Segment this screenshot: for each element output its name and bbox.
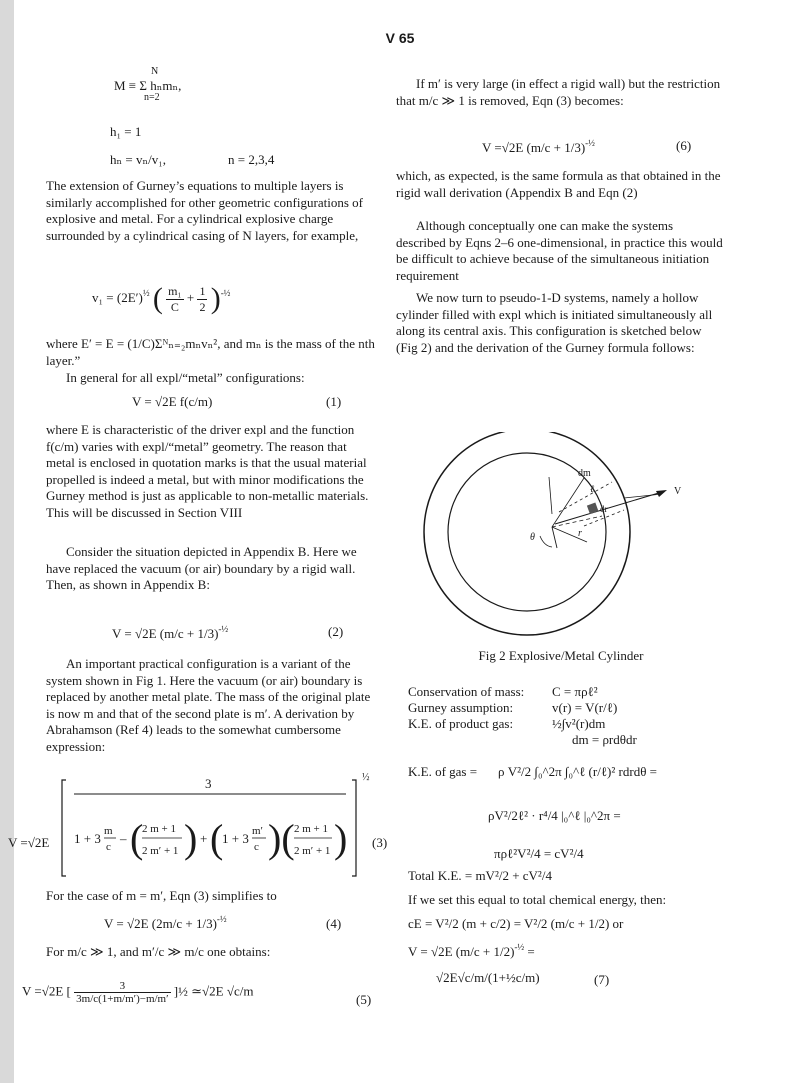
ke-eq: ½∫v²(r)dm [552,716,606,731]
eq-v1: $v_1 = (2E')^{\frac{1}{2}}$ ( $\frac{\text{m₁}}{C}$ + $\frac{1}{2}$ )$^{-\frac{1}{2}}$ [92,282,231,315]
dm-eq: dm = ρrdθdr [572,732,637,747]
eq-7a: V = √2E $(m/c + 1/2)^{-\frac{1}{2}}$ = [408,942,535,959]
fig-label-theta: θ [530,532,535,543]
eq-3-lhs: V =√2E [8,835,50,850]
svg-text:(: ( [210,816,224,861]
eq-3-number: (3) [372,835,388,850]
left-para-3: In general for all expl/“metal” configurations: [66,370,305,385]
left-para-1: The extension of Gurney’s equations to multiple layers is similarly accomplished for other geometric configurations of explosive and metal. For a cylindrical explosive charge surrounded by a cylindrical casing of N layers, for example, [46,178,363,243]
svg-text:–: – [120,831,127,846]
fig-label-dm: dm [578,468,591,479]
page-edge [0,0,14,1083]
left-para-5: Consider the situation depicted in Appendix B. Here we have replaced the vacuum (or air) boundary by a rigid wall. Then, as shown in Appendix B: [46,544,357,592]
eq-7b: √2E√c/m/(1+½c/m) [436,970,540,985]
eq-4: V = √2E $(2m/c + 1/3)^{-\frac{1}{2}}$ [104,914,227,931]
ke-gas-eq: ρ V²/2 ∫₀^2π ∫₀^ℓ (r/ℓ)² rdrdθ = [498,764,658,779]
fig-label-r: r [578,528,582,539]
svg-text:): ) [334,816,348,861]
svg-text:1 + 3: 1 + 3 [222,831,249,846]
svg-text:1 + 3: 1 + 3 [74,831,101,846]
svg-text:2 m′ + 1: 2 m′ + 1 [294,845,331,857]
svg-text:2 m + 1: 2 m + 1 [294,823,329,835]
eq-2: V = √2E $(m/c + 1/3)^{-\frac{1}{2}}$ [112,624,229,641]
svg-text:c: c [254,841,259,853]
figure-2-caption: Fig 2 Explosive/Metal Cylinder [478,648,644,663]
eq-h1: h₁ = 1 [110,124,142,139]
cons-mass-eq: C = πρℓ² [552,684,598,699]
right-para-5: If we set this equal to total chemical energy, then: [408,892,667,907]
ce-eq: cE = V²/2 (m + c/2) = V²/2 (m/c + 1/2) or [408,916,624,931]
figure-2-cylinder [412,432,692,662]
fig-label-v: V [674,486,682,497]
left-para-7: For the case of m = m′, Eqn (3) simplifies to [46,888,277,903]
svg-text:+: + [200,831,208,846]
fig-label-dr: dr [600,504,608,514]
eq-hn-range: n = 2,3,4 [228,152,275,167]
eq-2-number: (2) [328,624,344,639]
svg-text:)(: )( [268,816,295,861]
right-para-1: If m′ is very large (in effect a rigid wall) but the restriction that m/c ≫ 1 is removed, Eqn (3) becomes: [396,76,721,108]
eq-1-number: (1) [326,394,342,409]
eq-7-number: (7) [594,972,610,987]
right-para-2: which, as expected, is the same formula as that obtained in the rigid wall derivation (Appendix B and Eqn (2) [396,168,721,200]
left-para-8: For m/c ≫ 1, and m′/c ≫ m/c one obtains: [46,944,271,959]
eq-1: V = √2E f(c/m) [132,394,213,409]
right-para-3: Although conceptually one can make the systems described by Eqns 2–6 one-dimensional, in practice this would be difficult to achieve because of the simultaneous initiation requirement [396,218,723,283]
svg-text:c: c [106,841,111,853]
page-number: V 65 [385,30,415,46]
left-para-4: where E is characteristic of the driver expl and the function f(c/m) varies with expl/“metal” geometry. The reason that metal is enclosed in quotation marks is that the usual material propelled is indeed a metal, but with minor modifications the Gurney method is just as applicable to non-metallic materials. This will be discussed in Section VIII [46,422,369,520]
ke-gas-eq-3: πρℓ²V²/4 = cV²/4 [494,846,584,861]
fig-label-l: ℓ [590,484,595,495]
eq-5: V =√2E [ $\frac{3}{3m/c(1+m/m')-m/m'}$ ]½ ≃√2E √c/m [22,980,254,1005]
svg-text:(: ( [130,816,144,861]
gurney-eq: v(r) = V(r/ℓ) [552,700,618,715]
svg-text:2 m′ + 1: 2 m′ + 1 [142,845,179,857]
cons-mass-label: Conservation of mass: [408,684,525,699]
eq-hn: hₙ = vₙ/v₁, [110,152,166,167]
svg-text:m: m [104,825,113,837]
eq-5-number: (5) [356,992,372,1007]
eq-6: V =√2E $(m/c + 1/3)^{-\frac{1}{2}}$ [482,138,595,155]
ke-gas-label: K.E. of gas = [408,764,478,779]
svg-text:2 m + 1: 2 m + 1 [142,823,177,835]
eq-4-number: (4) [326,916,342,931]
left-para-6: An important practical configuration is a variant of the system shown in Fig 1. Here the vacuum (or air) boundary is replaced by another metal plate. The mass of the original plate is now m and that of the second plate is m′. A derivation by Abrahamson (Ref 4) leads to the somewhat cumbersome expression: [46,656,371,754]
total-ke: Total K.E. = mV²/2 + cV²/4 [408,868,552,883]
eq-3-numerator: 3 [205,776,212,791]
ke-label: K.E. of product gas: [408,716,514,731]
left-para-2: where E′ = E = (1/C)Σᴺₙ₌₂mₙvₙ², and mₙ is the mass of the nth layer.” [46,336,375,368]
eq-6-number: (6) [676,138,692,153]
eq-M: M ≡ Σ hₙmₙ, N n=2 [114,66,182,103]
gurney-label: Gurney assumption: [408,700,514,715]
svg-text:m′: m′ [252,825,263,837]
svg-text:): ) [184,816,198,861]
ke-gas-eq-2: ρV²/2ℓ² · r⁴/4 |₀^ℓ |₀^2π = [488,808,621,823]
right-para-4: We now turn to pseudo-1-D systems, namely a hollow cylinder filled with expl which is initiated simultaneously all along its central axis. This configuration is sketched below (Fig 2) and the derivation of the Gurney formula follows: [396,290,713,355]
eq-3-exponent: ½ [362,772,370,783]
